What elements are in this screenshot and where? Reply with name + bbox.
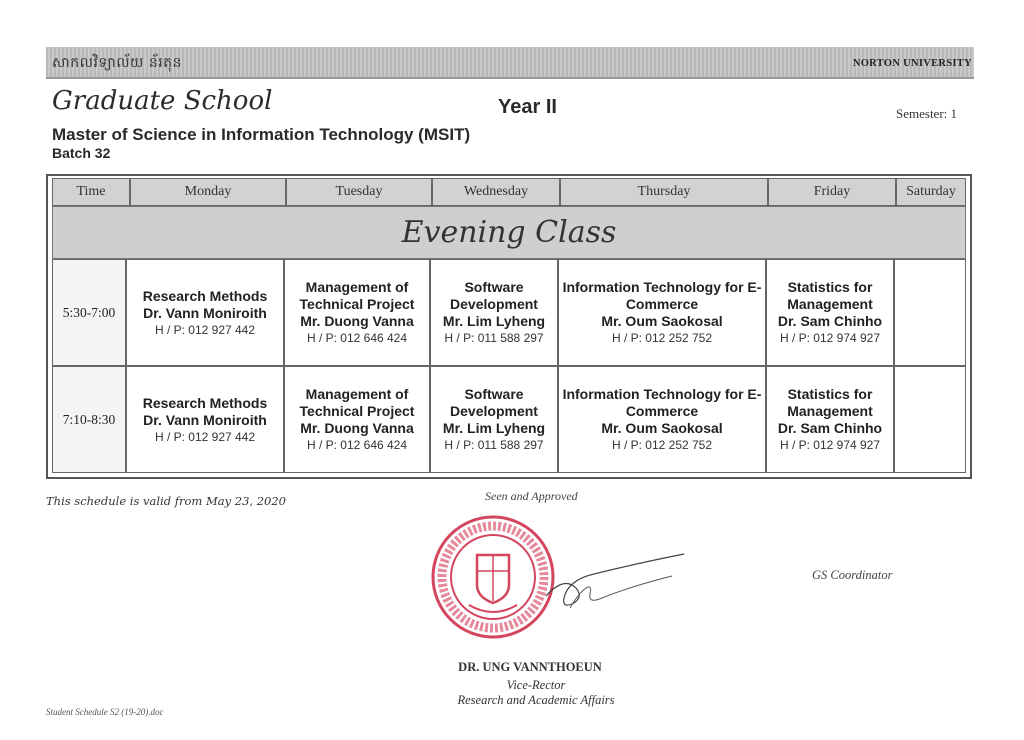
column-header-thursday: Thursday [560, 178, 768, 206]
course-cell [430, 366, 558, 473]
column-header-monday: Monday [130, 178, 286, 206]
lecturer-phone: H / P: 012 646 424 [306, 331, 408, 345]
lecturer-phone: H / P: 012 252 752 [611, 438, 713, 452]
lecturer-name: Mr. Duong Vanna [300, 420, 414, 436]
lecturer-phone: H / P: 011 588 297 [444, 438, 544, 452]
column-header-friday: Friday [768, 178, 896, 206]
lecturer-phone: H / P: 012 927 442 [154, 429, 256, 444]
lecturer-phone: H / P: 012 974 927 [779, 331, 881, 345]
lecturer-name: Dr. Sam Chinho [777, 420, 883, 436]
lecturer-name: Dr. Sam Chinho [777, 313, 883, 329]
column-header-wednesday: Wednesday [432, 178, 560, 206]
lecturer-name: Mr. Lim Lyheng [442, 313, 546, 329]
column-header-saturday: Saturday [896, 178, 966, 206]
empty-saturday-cell [894, 259, 966, 366]
course-cell [558, 259, 766, 366]
signer-name: DR. UNG VANNTHOEUN [458, 660, 602, 674]
course-cell [430, 259, 558, 366]
lecturer-phone: H / P: 012 252 752 [611, 331, 713, 345]
lecturer-phone: H / P: 012 927 442 [154, 322, 256, 337]
course-cell [284, 366, 430, 473]
file-name-note: Student Schedule S2 (19-20).doc [46, 707, 164, 717]
session-banner [52, 206, 966, 259]
lecturer-phone: H / P: 012 646 424 [306, 438, 408, 452]
lecturer-name: Mr. Oum Saokosal [601, 420, 723, 436]
course-title: Information Technology for E-Commerce [562, 279, 762, 312]
course-title: Research Methods [142, 287, 268, 304]
course-title: Statistics for Management [787, 386, 873, 419]
course-cell [766, 259, 894, 366]
program-title: Master of Science in Information Technology (MSIT) [52, 125, 471, 144]
signature-icon [540, 548, 690, 618]
signer-department: Research and Academic Affairs [457, 693, 615, 707]
batch-label: Batch 32 [52, 145, 111, 161]
university-name: NORTON UNIVERSITY [852, 58, 972, 69]
lecturer-name: Mr. Lim Lyheng [442, 420, 546, 436]
lecturer-phone: H / P: 012 974 927 [779, 438, 881, 452]
lecturer-name: Mr. Duong Vanna [300, 313, 414, 329]
signer-role: Vice-Rector [506, 678, 566, 692]
university-banner [46, 47, 974, 79]
course-cell [558, 366, 766, 473]
course-title: Software Development [450, 386, 538, 419]
course-cell [126, 366, 284, 473]
khmer-university-name: សាកលវិទ្យាល័យ ន័រតុន [52, 55, 182, 71]
course-cell [766, 366, 894, 473]
semester-label: Semester: 1 [896, 106, 958, 121]
column-header-tuesday: Tuesday [286, 178, 432, 206]
year-label: Year II [498, 96, 557, 118]
schedule-table [46, 174, 972, 479]
validity-note: This schedule is valid from May 23, 2020 [46, 494, 286, 508]
time-slot: 5:30-7:00 [52, 259, 126, 366]
course-title: Management of Technical Project [299, 386, 415, 419]
university-seal-icon [429, 513, 557, 641]
column-header-time: Time [52, 178, 130, 206]
lecturer-name: Dr. Vann Moniroith [143, 411, 267, 428]
seen-approved-label: Seen and Approved [485, 489, 578, 503]
course-cell [284, 259, 430, 366]
lecturer-name: Mr. Oum Saokosal [601, 313, 723, 329]
empty-saturday-cell [894, 366, 966, 473]
course-title: Management of Technical Project [299, 279, 415, 312]
session-title: Evening Class [401, 215, 617, 250]
coordinator-label: GS Coordinator [812, 568, 893, 582]
time-slot: 7:10-8:30 [52, 366, 126, 473]
lecturer-name: Dr. Vann Moniroith [143, 304, 267, 321]
course-title: Statistics for Management [787, 279, 873, 312]
course-cell [126, 259, 284, 366]
course-title: Research Methods [142, 394, 268, 411]
school-title: Graduate School [52, 86, 273, 116]
course-title: Information Technology for E-Commerce [562, 386, 762, 419]
lecturer-phone: H / P: 011 588 297 [444, 331, 544, 345]
course-title: Software Development [450, 279, 538, 312]
